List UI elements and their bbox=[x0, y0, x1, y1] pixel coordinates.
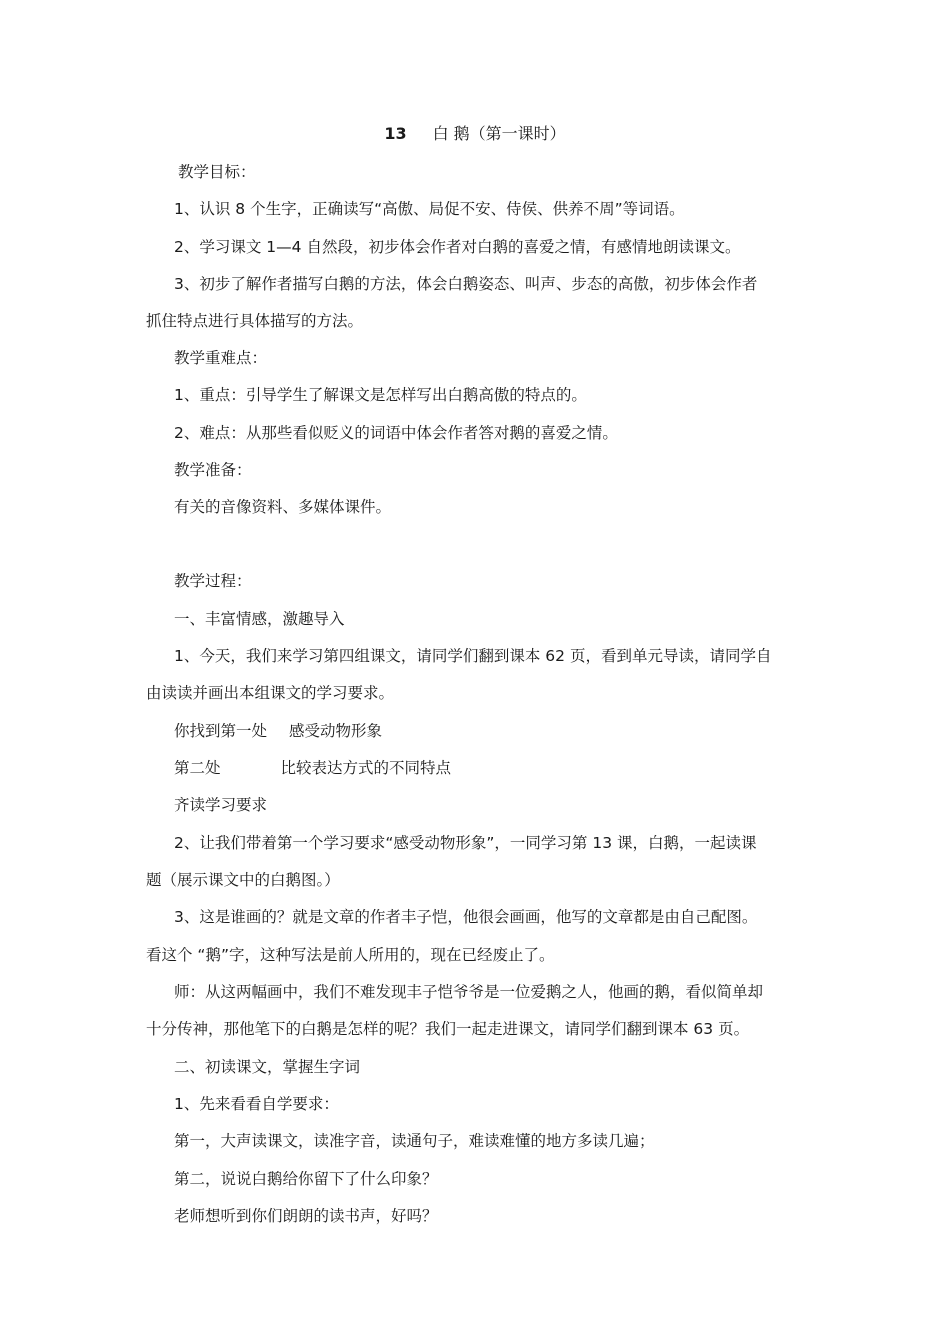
lesson-title bbox=[0, 123, 950, 145]
section-heading-objectives: 教学目标： bbox=[178, 163, 256, 181]
section-heading-preparation: 教学准备： bbox=[174, 461, 252, 479]
pair-line-2-right: 比较表达方式的不同特点 bbox=[280, 759, 452, 777]
process-paragraph-1-cont: 由读读并画出本组课文的学习要求。 bbox=[146, 684, 395, 702]
process-paragraph-2: 2、让我们带着第一个学习要求“感受动物形象”，一同学习第 13 课，白鹅，一起读课 bbox=[174, 834, 757, 852]
self-study-item-1: 第一，大声读课文，读准字音，读通句子，难读难懂的地方多读几遍； bbox=[174, 1132, 655, 1150]
process-paragraph-1: 1、今天，我们来学习第四组课文，请同学们翻到课本 62 页，看到单元导读，请同学自 bbox=[174, 647, 772, 665]
process-paragraph-2-cont: 题（展示课文中的白鹅图。） bbox=[146, 871, 340, 889]
objective-item-1: 1、认识 8 个生字，正确读写“高傲、局促不安、侍侯、供养不周”等词语。 bbox=[174, 200, 685, 218]
teacher-request: 老师想听到你们朗朗的读书声，好吗？ bbox=[174, 1207, 438, 1225]
key-point-2: 2、难点：从那些看似贬义的词语中体会作者答对鹅的喜爱之情。 bbox=[174, 424, 618, 442]
process-paragraph-3: 3、这是谁画的？就是文章的作者丰子恺，他很会画画，他写的文章都是由自己配图。 bbox=[174, 908, 758, 926]
lesson-number: 13 bbox=[384, 124, 407, 143]
read-requirements: 齐读学习要求 bbox=[174, 796, 268, 814]
pair-line-1 bbox=[174, 720, 382, 742]
process-part-1-heading: 一、丰富情感，激趣导入 bbox=[174, 610, 345, 628]
objective-item-3: 3、初步了解作者描写白鹅的方法，体会白鹅姿态、叫声、步态的高傲，初步体会作者 bbox=[174, 275, 758, 293]
lesson-title-text: 白 鹅（第一课时） bbox=[432, 124, 566, 143]
key-point-1: 1、重点：引导学生了解课文是怎样写出白鹅高傲的特点的。 bbox=[174, 386, 587, 404]
pair-line-2-left: 第二处 bbox=[174, 759, 221, 777]
pair-line-1-right: 感受动物形象 bbox=[289, 722, 383, 740]
self-study-intro: 1、先来看看自学要求： bbox=[174, 1095, 339, 1113]
section-heading-key-points: 教学重难点： bbox=[174, 349, 268, 367]
pair-line-2 bbox=[174, 757, 451, 779]
objective-item-3-cont: 抓住特点进行具体描写的方法。 bbox=[146, 312, 364, 330]
objective-item-2: 2、学习课文 1—4 自然段，初步体会作者对白鹅的喜爱之情，有感情地朗读课文。 bbox=[174, 238, 741, 256]
teacher-paragraph: 师：从这两幅画中，我们不难发现丰子恺爷爷是一位爱鹅之人，他画的鹅，看似简单却 bbox=[174, 983, 764, 1001]
teacher-paragraph-cont: 十分传神，那他笔下的白鹅是怎样的呢？我们一起走进课文，请同学们翻到课本 63 页。 bbox=[146, 1020, 750, 1038]
section-heading-process: 教学过程： bbox=[174, 572, 252, 590]
self-study-item-2: 第二，说说白鹅给你留下了什么印象？ bbox=[174, 1170, 438, 1188]
pair-line-1-left: 你找到第一处 bbox=[174, 722, 268, 740]
process-part-2-heading: 二、初读课文，掌握生字词 bbox=[174, 1058, 361, 1076]
preparation-text: 有关的音像资料、多媒体课件。 bbox=[174, 498, 392, 516]
process-paragraph-3-cont: 看这个 “鹅”字，这种写法是前人所用的，现在已经废止了。 bbox=[146, 946, 555, 964]
